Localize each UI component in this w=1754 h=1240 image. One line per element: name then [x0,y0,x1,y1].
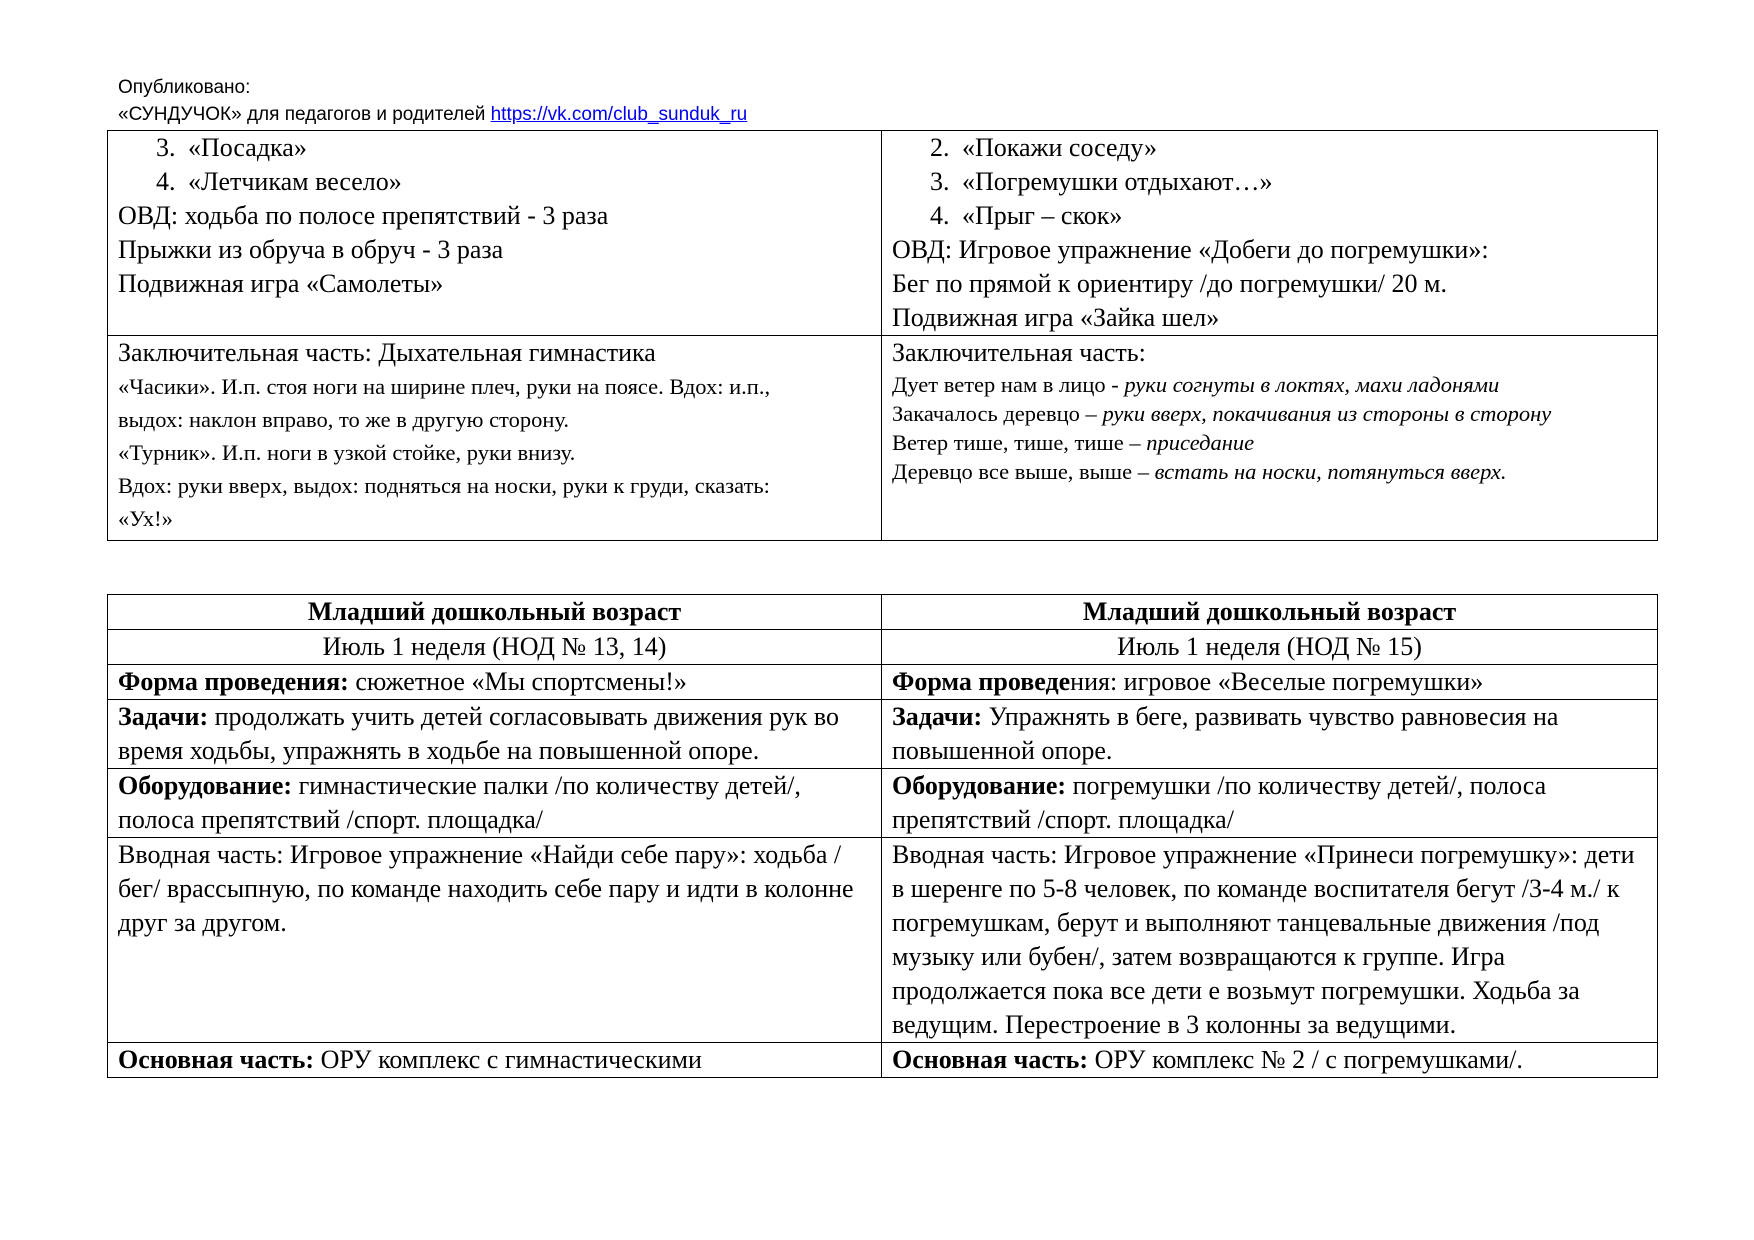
text-line: «Ух!» [118,506,173,531]
text-line: Подвижная игра «Самолеты» [118,269,444,298]
left-final-cell [108,336,882,541]
text-line: ОВД: ходьба по полосе препятствий - 3 раза [118,201,609,230]
text-line: Прыжки из обруча в обруч - 3 раза [118,235,504,264]
lesson-table-continued [107,130,1658,541]
left-main-cell [108,131,882,336]
text-line: Деревцо все выше, выше – встать на носки, потянуться вверх. [892,459,1507,484]
table-row [108,838,1658,1043]
tasks-right: Задачи: Упражнять в беге, развивать чувство равновесия на повышенной опоре. [882,700,1658,769]
text-line: Ветер тише, тише, тише – приседание [892,430,1255,455]
list-item: 3. «Погремушки отдыхают…» [930,167,1273,196]
list-item: 4. «Прыг – скок» [930,201,1123,230]
table-row [108,630,1658,665]
intro-left: Вводная часть: Игровое упражнение «Найди себе пару»: ходьба /бег/ врассыпную, по команде находить себе пару и идти в колонне друг за другом. [108,838,882,1043]
age-group-left: Младший дошкольный возраст [108,595,882,630]
form-left: Форма проведения: сюжетное «Мы спортсмены!» [108,665,882,700]
text-line: Закачалось деревцо – руки вверх, покачивания из стороны в сторону [892,401,1552,426]
final-title: Заключительная часть: [892,338,1146,367]
table-row [108,131,1658,336]
list-item: 2. «Покажи соседу» [930,133,1158,162]
text-line: ОВД: Игровое упражнение «Добеги до погремушки»: [892,235,1489,264]
right-final-cell [882,336,1658,541]
right-main-cell [882,131,1658,336]
final-title: Заключительная часть: Дыхательная гимнастика [118,338,656,367]
published-label: Опубликовано: [118,77,251,98]
text-line: выдох: наклон вправо, то же в другую сторону. [118,407,569,432]
vk-link[interactable]: https://vk.com/club_sunduk_ru [490,104,748,125]
list-item: 4. «Летчикам весело» [156,167,402,196]
table-row [108,336,1658,541]
text-line: Бег по прямой к ориентиру /до погремушки/ 20 м. [892,269,1447,298]
text-line: Подвижная игра «Зайка шел» [892,303,1220,332]
table-row [108,1043,1658,1078]
left-exercise-list [118,131,871,199]
week-right: Июль 1 неделя (НОД № 15) [882,630,1658,665]
equipment-left: Оборудование: гимнастические палки /по количеству детей/, полоса препятствий /спорт. площадка/ [108,769,882,838]
tasks-left: Задачи: продолжать учить детей согласовывать движения рук во время ходьбы, упражнять в ходьбе на повышенной опоре. [108,700,882,769]
lesson-plan-table [107,594,1658,1078]
source-text: «СУНДУЧОК» для педагогов и родителей [118,104,491,125]
text-line: «Турник». И.п. ноги в узкой стойке, руки внизу. [118,440,576,465]
equipment-right: Оборудование: погремушки /по количеству детей/, полоса препятствий /спорт. площадка/ [882,769,1658,838]
main-part-left: Основная часть: ОРУ комплекс с гимнастическими [108,1043,882,1078]
form-right: Форма проведения: игровое «Веселые погремушки» [882,665,1658,700]
right-exercise-list [892,131,1647,233]
table-row [108,769,1658,838]
text-line: Дует ветер нам в лицо - руки согнуты в локтях, махи ладонями [892,372,1500,397]
main-part-right: Основная часть: ОРУ комплекс № 2 / с погремушками/. [882,1043,1658,1078]
table-row [108,595,1658,630]
week-left: Июль 1 неделя (НОД № 13, 14) [108,630,882,665]
table-row [108,700,1658,769]
publication-header [118,74,747,128]
list-item: 3. «Посадка» [156,133,307,162]
intro-right: Вводная часть: Игровое упражнение «Принеси погремушку»: дети в шеренге по 5-8 человек, по команде воспитателя бегут /3-4 м./ к погремушкам, берут и выполняют танцевальные движения /под музыку или бубен/, затем возвращаются к группе. Игра продолжается пока все дети е возьмут погремушки. Ходьба за ведущим. Перестроение в 3 колонны за ведущими. [882,838,1658,1043]
table-row [108,665,1658,700]
source-line [118,101,747,128]
text-line: Вдох: руки вверх, выдох: подняться на носки, руки к груди, сказать: [118,473,770,498]
age-group-right: Младший дошкольный возраст [882,595,1658,630]
text-line: «Часики». И.п. стоя ноги на ширине плеч, руки на поясе. Вдох: и.п., [118,374,771,399]
